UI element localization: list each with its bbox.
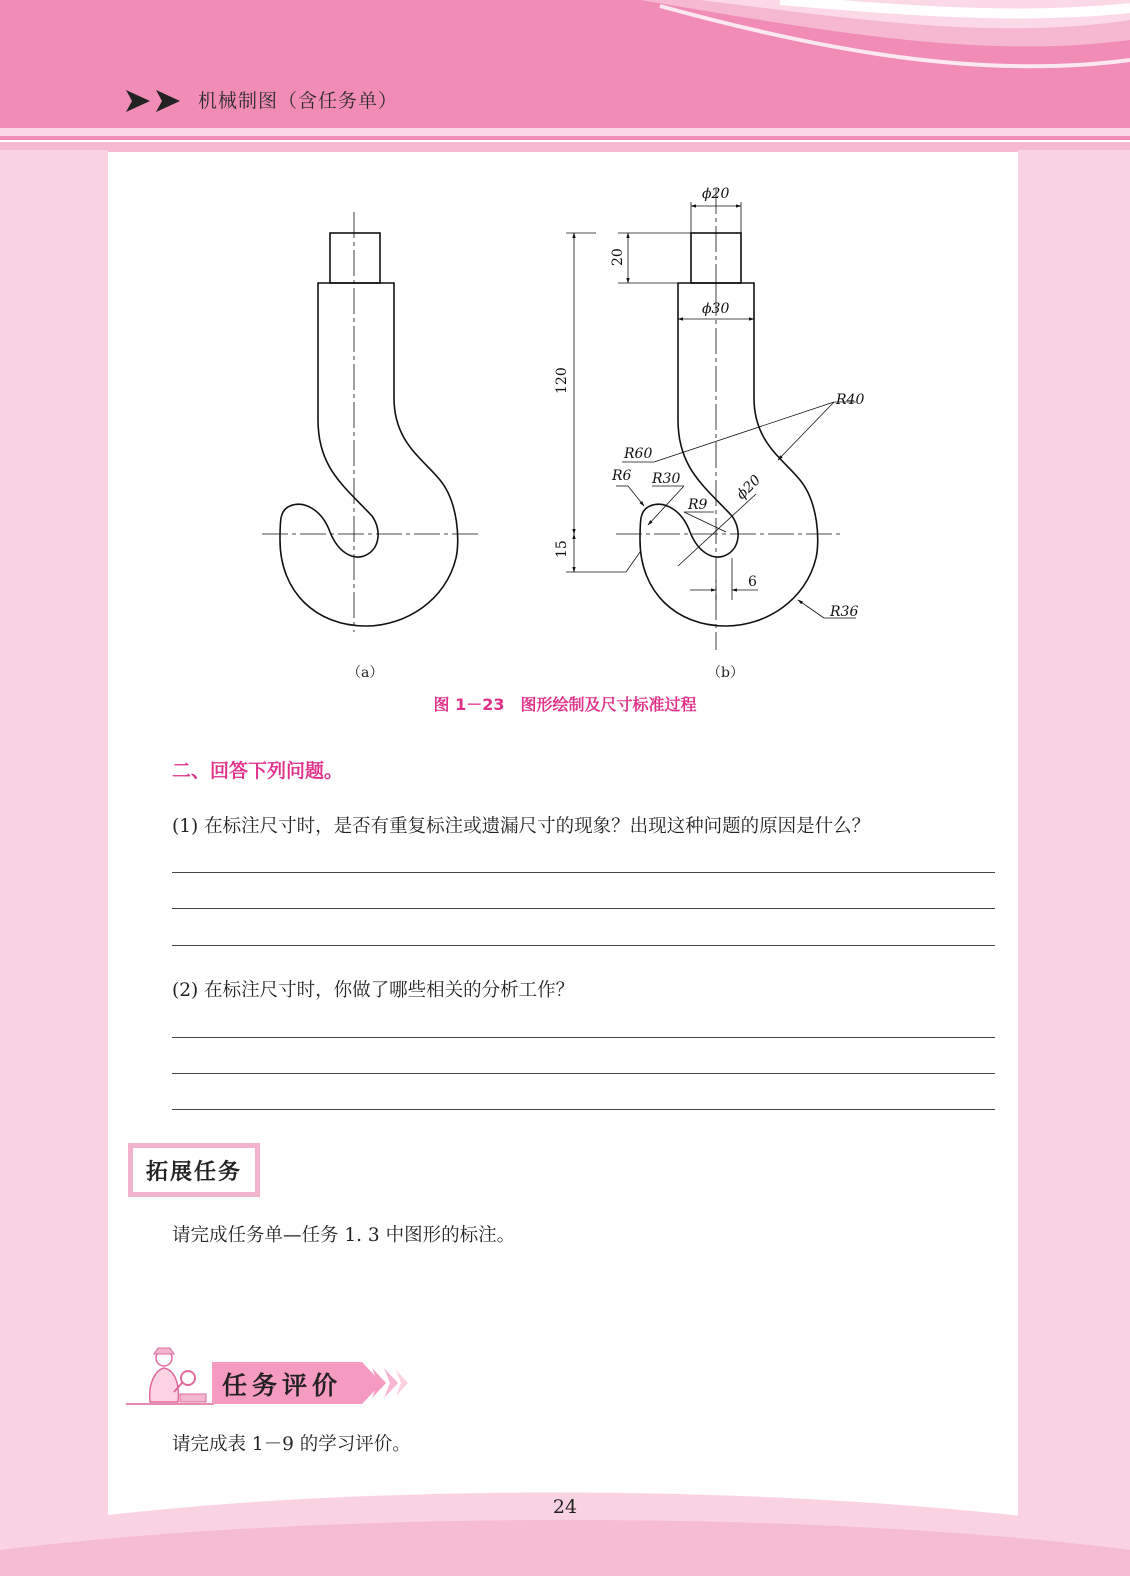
page-header xyxy=(0,0,1130,140)
dim-15: 15 xyxy=(554,540,570,558)
evaluation-text: 请完成表 1－9 的学习评价。 xyxy=(172,1434,411,1455)
answer-line[interactable] xyxy=(172,1109,995,1110)
dim-r6: R6 xyxy=(612,468,632,484)
extension-task-text: 请完成任务单—任务 1. 3 中图形的标注。 xyxy=(172,1225,516,1246)
questions-heading: 二、回答下列问题。 xyxy=(172,760,344,782)
dim-r40: R40 xyxy=(836,392,865,408)
figure-label-b: （b） xyxy=(707,665,744,681)
answer-line[interactable] xyxy=(172,945,995,946)
answer-line[interactable] xyxy=(172,1037,995,1038)
page-number: 24 xyxy=(552,1496,578,1518)
extension-task-box xyxy=(128,1143,260,1197)
top-strip xyxy=(0,142,1130,152)
dim-r9: R9 xyxy=(688,497,708,513)
footer-wave-decoration xyxy=(0,1470,1130,1576)
question-1: (1) 在标注尺寸时，是否有重复标注或遗漏尺寸的现象？出现这种问题的原因是什么？ xyxy=(172,816,871,837)
reader-with-magnifier-icon xyxy=(124,1342,216,1406)
double-arrow-icon xyxy=(126,88,186,114)
figure-caption: 图 1－23 图形绘制及尺寸标准过程 xyxy=(433,695,697,714)
extension-task-title: 拓展任务 xyxy=(133,1148,255,1192)
dim-r30: R30 xyxy=(652,471,681,487)
header-band xyxy=(0,128,1130,136)
figure-label-a: （a） xyxy=(347,665,384,681)
answer-line[interactable] xyxy=(172,1073,995,1074)
evaluation-title: 任务评价 xyxy=(222,1371,343,1400)
right-margin-band xyxy=(1018,150,1130,1576)
dim-phi30: ϕ30 xyxy=(702,301,730,317)
hook-drawing-a xyxy=(262,212,480,632)
dim-r36: R36 xyxy=(830,604,859,620)
hook-drawing-figure xyxy=(256,180,866,690)
dim-120: 120 xyxy=(554,367,570,394)
dim-20: 20 xyxy=(610,248,626,266)
dim-6: 6 xyxy=(748,574,757,590)
answer-line[interactable] xyxy=(172,908,995,909)
book-title: 机械制图（含任务单） xyxy=(198,90,399,112)
left-margin-band xyxy=(0,150,108,1576)
dim-phi20-hole: ϕ20 xyxy=(733,472,765,503)
header-wave-decoration xyxy=(0,0,1130,140)
dim-phi20-top: ϕ20 xyxy=(702,186,730,202)
dim-r60: R60 xyxy=(624,446,653,462)
question-2: (2) 在标注尺寸时，你做了哪些相关的分析工作？ xyxy=(172,980,575,1001)
answer-line[interactable] xyxy=(172,872,995,873)
